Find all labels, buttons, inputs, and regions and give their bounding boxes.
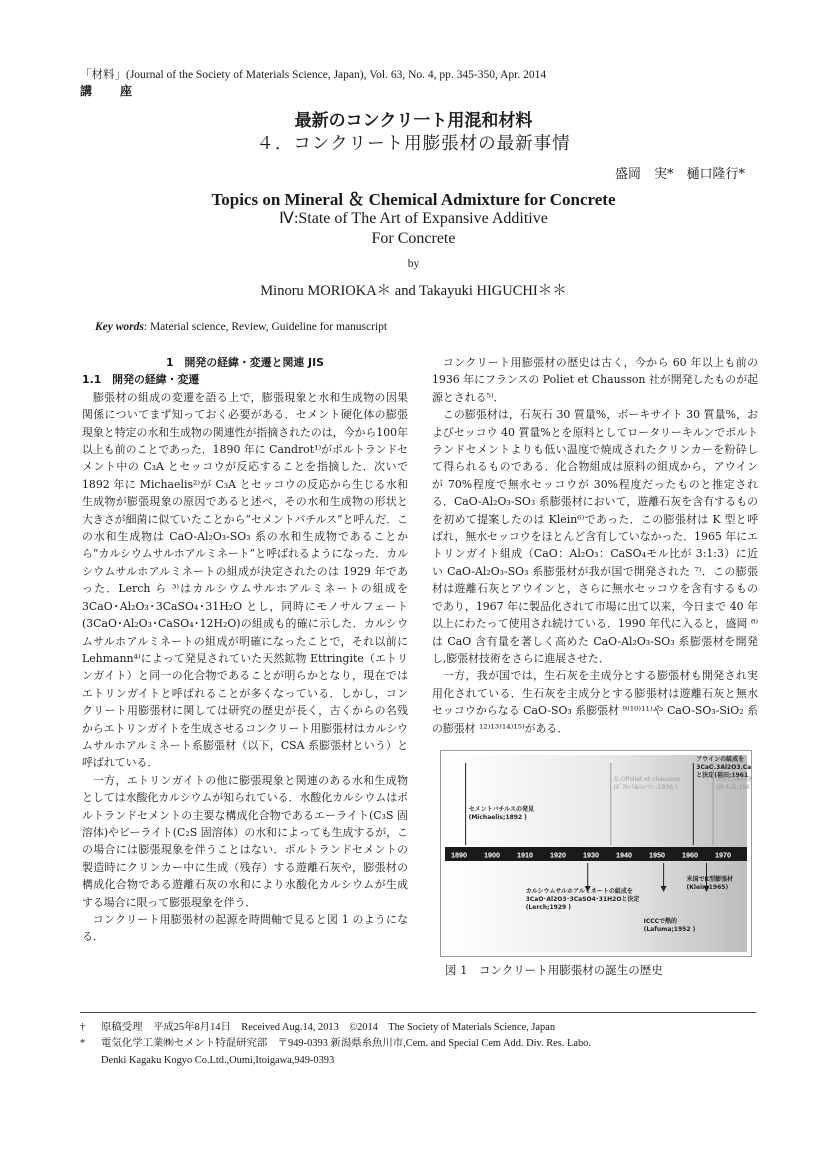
figure-caption: 図 1 コンクリート用膨張材の誕生の歴史 [445,963,663,977]
figure-1 [440,750,752,957]
journal-citation: 「材料」(Journal of the Society of Materials Science, Japan), Vol. 63, No. 4, pp. 345-350, Apr. 2014 [80,69,547,81]
article-title-en-line2: For Concrete [371,230,456,247]
keywords-label: Key words [95,321,144,333]
event-label: (Klein;1965) [686,884,729,891]
authors-ja: 盛岡 実* 樋口隆行* [614,167,745,182]
event-label: ICCCで熱的 [643,918,678,925]
section-heading: 1 開発の経緯・変遷と関連 JIS [165,356,324,369]
year-tick-label: 1890 [451,850,467,860]
asterisk-mark: * [80,1038,86,1049]
year-tick-label: 1910 [517,850,533,860]
timeline-diagram [441,751,751,956]
event-label: カルシウムサルホアルミネートの組成を [525,888,633,895]
footer-divider [80,1012,756,1013]
event-label: (鈴木森;1967 [716,784,751,791]
by-label: by [407,258,420,270]
year-tick-label: 1940 [616,850,632,860]
event-label: (ﾎﾟﾘｴｯﾄ&ｼｮｰｿﾝ ;1936 ) [613,784,678,791]
event-label: (Lafuma;1952 ) [643,926,696,933]
subsection-heading: 1.1 開発の経緯・変遷 [82,373,200,387]
received-text: 原稿受理 平成25年8月14日 Received Aug.14, 2013 ©2014 The Society of Materials Science, Japan [101,1022,556,1033]
series-title-ja: 最新のコンクリ一ト用混和材料 [294,111,533,131]
event-label: アウインの組成を [696,756,745,763]
section-label: 講 座 [80,84,141,98]
year-tick-label: 1930 [583,850,599,860]
year-tick-label: 1960 [682,850,698,860]
year-tick-label: 1900 [484,850,500,860]
body-paragraph: コンクリート用膨張材の起源を時間軸で見ると図 1 のようになる． [82,913,408,944]
keywords [95,321,387,333]
event-label: セメントバチルスの発見 [468,806,535,813]
body-paragraph: 膨張材の組成の変遷を語る上で，膨張現象と水和生成物の因果関係についてまず知っておく必要がある．セメント硬化体の膨張現象と特定の水和生成物の関連性が指摘されたのは，今から100年以上も前のことであった．1890 年に Candrot¹⁾がポルトランドセメント中の C₃A とセッコウが反応することを指摘した．次いで 1892 年に Michaelis²⁾が C₃A とセッコウの反応から生じる水和生成物が膨張現象の原因であると述べ，その水和生成物の形状と大きさが細菌に似ていたことから“セメントバチルス”と呼んだ．この水和生成物は CaO-Al₂O₃-SO₃ 系の水和生成物であることから“カルシウムサルホアルミネート”と呼ばれるようになった．カルシウムサルホアルミネートの組成が決定されたのは 1929 年であった．Lerch ら ³⁾はカルシウムサルホアルミネートの組成を 3CaO･Al₂O₃･3CaSO₄･31H₂O とし，同時にモノサルフェート(3CaO･Al₂O₃･CaSO₄･12H₂O)の組成も的確に示した．カルシウムサルホアルミネートの組成が明確になったことで，それ以前に Lehmann⁴⁾によって発見されていた天然鉱物 Ettringite（エトリンガイト）と同一の化合物であることが明らかとなり，現在ではエトリンガイトと呼ばれることが多くなっている．しかし，コンクリート用膨張材に関しては研究の歴史が長く，古くからの名残からエトリンガイトを生成させるコンクリート用膨張材はカルシウムサルホアルミネート系膨張材（以下，CSA 系膨張材という）と呼ばれている． [82,390,408,770]
series-title-en: Topics on Mineral ＆ Chemical Admixture for Concrete [211,190,616,209]
dagger-mark: † [80,1022,86,1033]
authors-en: Minoru MORIOKA＊ and Takayuki HIGUCHI＊＊ [260,283,567,299]
affiliation-note-en: Denki Kagaku Kogyo Co.Ltd.,Oumi,Itoigawa,949-0393 [101,1055,335,1066]
affiliation-text: 電気化学工業㈱セメント特混研究部 〒949-0393 新潟県糸魚川市,Cem. and Special Cem Add. Div. Res. Labo. [101,1038,591,1049]
event-label: (Michaelis;1892 ) [468,814,527,821]
article-title-ja: ４．コンクリート用膨張材の最新事情 [256,134,571,154]
affiliation-note [80,1036,591,1052]
keywords-text: : Material science, Review, Guideline for manuscript [143,321,388,333]
year-tick-label: 1950 [649,850,665,860]
event-label: 国産CSAの誕 [716,776,751,783]
event-label: と決定(福田;1961 ) [696,772,751,779]
body-paragraph: 一方，我が国では，生石灰を主成分とする膨張材も開発され実用化されている．生石灰を主成分とする膨張材は遊離石灰と無水セッコウからなる CaO-SO₃ 系膨張材 ⁹⁾¹⁰⁾¹¹⁾や CaO-SO₃-SiO₂ 系の膨張材 ¹²⁾¹³⁾¹⁴⁾¹⁵⁾がある． [432,669,758,735]
year-tick-label: 1970 [715,850,731,860]
event-label: (Lerch;1929 ) [525,904,572,911]
right-column [432,354,758,737]
body-paragraph: コンクリート用膨張材の歴史は古く，今から 60 年以上も前の 1936 年にフランスの Poliet et Chausson 社が開発したものが起源とされる⁵⁾． [432,356,758,404]
event-label: 米国でK型膨張材 [686,876,734,883]
article-title-en-line1: Ⅳ:State of The Art of Expansive Additive [279,210,548,227]
year-tick-label: 1920 [550,850,566,860]
body-paragraph: 一方，エトリンガイトの他に膨張現象と関連のある水和生成物としては水酸化カルシウムが知られている．水酸化カルシウムはポルトランドセメントの主要な構成化合物であるエーライト(C₃S 固溶体)やビーライト(C₂S 固溶体）の水和によっても生成するが，この場合には膨張現象を伴うことはない．ポルトランドセメントの製造時にクリンカー中に生成（残存）する遊離石灰や，膨張材の構成化合物である遊離石灰の水和により水酸化カルシウムが生成する場合に限って膨張現象を伴う． [82,773,408,909]
event-label: 3CaO･Al2O3･3CaSO4･31H2Oと決定 [525,896,640,903]
event-label: 仏のPoliet et chausson [613,776,681,783]
event-label: 3CaO.3Al2O3.Ca [696,764,751,771]
left-column [82,354,408,946]
body-paragraph: この膨張材は，石灰石 30 質量%，ボーキサイト 30 質量%，およびセッコウ 40 質量%とを原料としてロータリーキルンでポルトランドセメントよりも低い温度で焼成されたクリンカーを粉砕して得られるものである．化合物組成は原料の組成から，アウインが 70%程度で無水セッコウが 30%程度だったものと推定される．CaO-Al₂O₃-SO₃ 系膨張材において，遊離石灰を含有するものを初めて提案したのは Klein⁶⁾であった．この膨張材は K 型と呼ばれ，無水セッコウをほとんど含有していなかった．1965 年にエトリンガイト組成（CaO：Al₂O₃：CaSO₄モル比が 3:1:3）に近い CaO-Al₂O₃-SO₃ 系膨張材が我が国で開発された ⁷⁾．この膨張材は遊離石灰とアウインと，さらに無水セッコウを含有するものであり，1967 年に製品化されて市場に出て以来，今日まで 40 年以上にわたって使用され続けている．1990 年代に入ると，盛岡 ⁸⁾は CaO 含有量を著しく高めた CaO-Al₂O₃-SO₃ 系膨張材を開発し,膨張材技術をさらに進展させた． [432,408,758,665]
received-note [80,1020,555,1036]
